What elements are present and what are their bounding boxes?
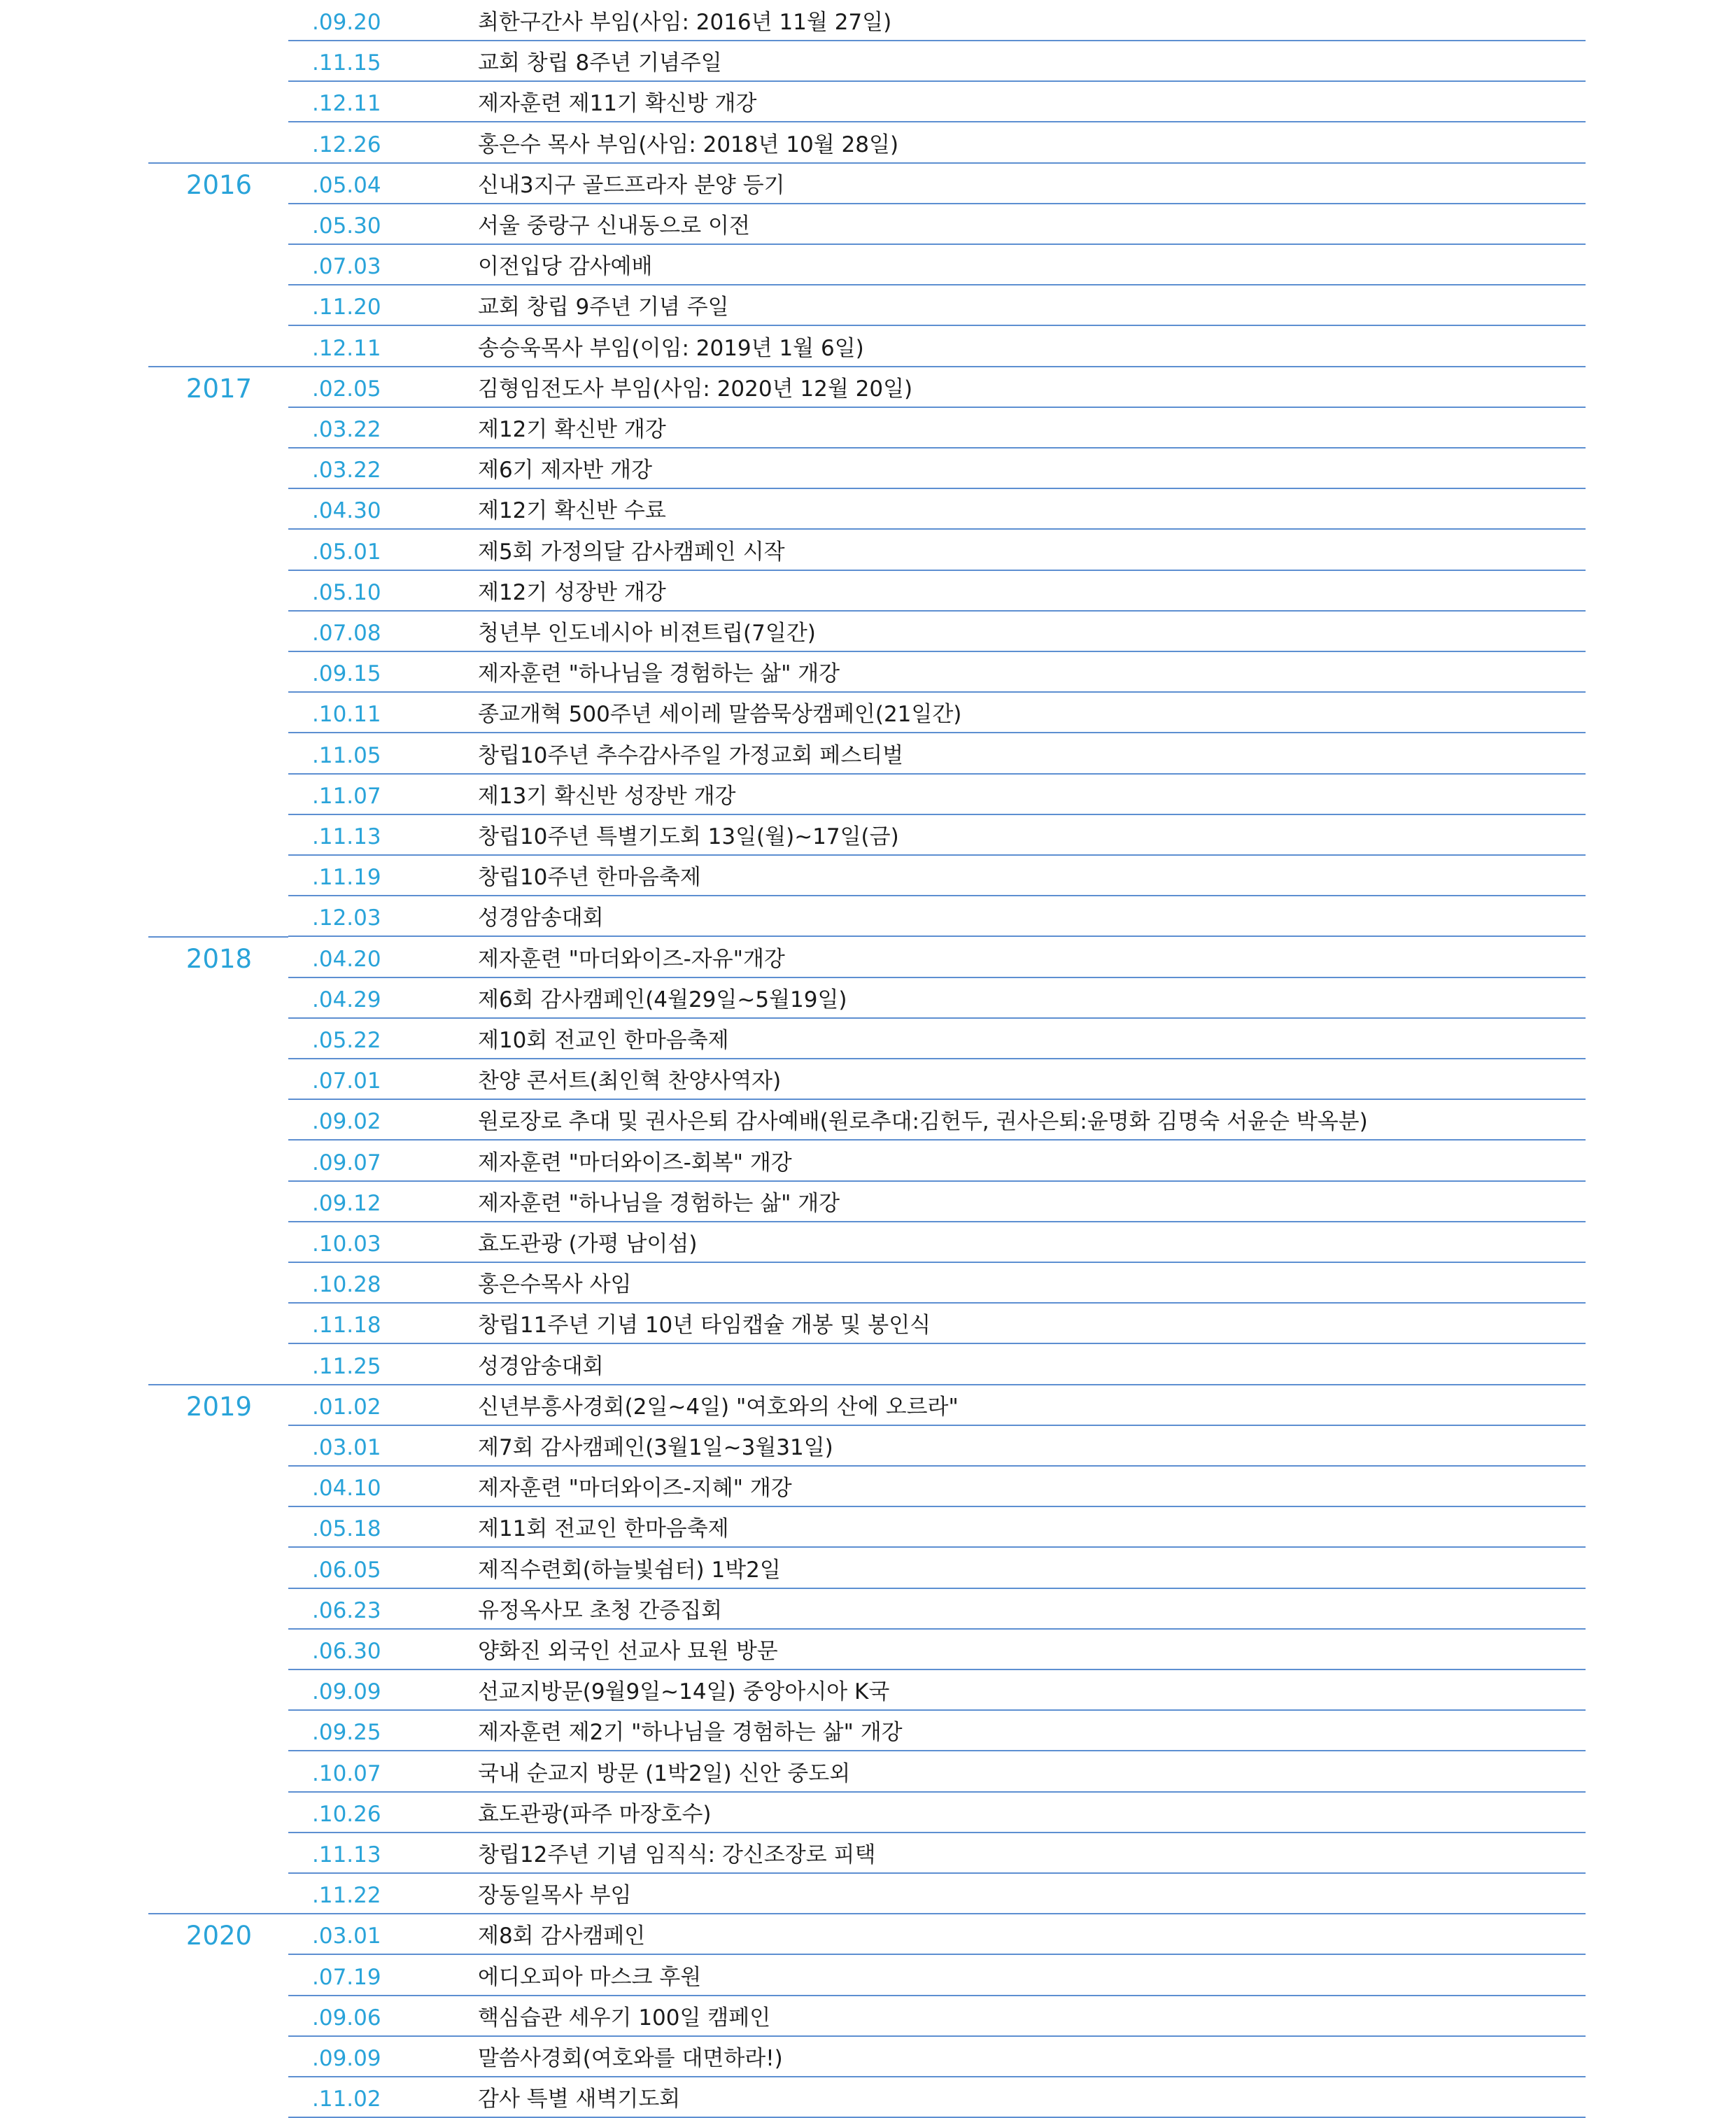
timeline-row [0, 1385, 1736, 1426]
timeline-row [0, 1793, 1736, 1833]
event-description: 창립10주년 한마음축제 [478, 865, 701, 890]
timeline-row [0, 978, 1736, 1019]
event-date: .11.15 [312, 50, 381, 76]
event-description: 효도관광 (가평 남이섬) [478, 1231, 698, 1257]
event-description: 서울 중랑구 신내동으로 이전 [478, 213, 750, 239]
event-date: .09.06 [312, 2005, 381, 2031]
event-description: 홍은수목사 사임 [478, 1272, 632, 1297]
timeline-row [0, 938, 1736, 978]
event-description: 찬양 콘서트(최인혁 찬양사역자) [478, 1068, 782, 1094]
event-description: 창립10주년 추수감사주일 가정교회 페스티벌 [478, 743, 904, 768]
event-description: 교회 창립 9주년 기념 주일 [478, 295, 729, 320]
event-date: .07.08 [312, 621, 381, 646]
event-date: .03.22 [312, 417, 381, 442]
row-divider [288, 325, 1586, 326]
event-description: 제자훈련 제2기 "하나님을 경험하는 삶" 개강 [478, 1720, 903, 1745]
event-date: .04.20 [312, 947, 381, 972]
event-description: 제6기 제자반 개강 [478, 458, 653, 483]
timeline-row [0, 408, 1736, 449]
event-date: .11.13 [312, 1842, 381, 1868]
event-description: 제11회 전교인 한마음축제 [478, 1516, 729, 1541]
event-date: .03.01 [312, 1923, 381, 1949]
timeline-row [0, 1100, 1736, 1141]
timeline-row [0, 775, 1736, 815]
timeline-row [0, 1222, 1736, 1263]
event-description: 성경암송대회 [478, 1354, 604, 1379]
event-description: 장동일목사 부임 [478, 1883, 632, 1908]
row-divider [288, 1750, 1586, 1751]
timeline-row [0, 1548, 1736, 1589]
event-description: 제12기 확신반 수료 [478, 498, 666, 523]
event-description: 성경암송대회 [478, 905, 604, 931]
event-date: .09.12 [312, 1191, 381, 1216]
event-description: 제자훈련 "하나님을 경험하는 삶" 개강 [478, 1191, 840, 1216]
event-date: .11.05 [312, 743, 381, 768]
event-date: .09.25 [312, 1720, 381, 1745]
event-date: .06.05 [312, 1558, 381, 1583]
event-date: .09.20 [312, 10, 381, 35]
timeline-row [0, 1833, 1736, 1874]
event-date: .02.05 [312, 376, 381, 402]
event-description: 제8회 감사캠페인 [478, 1923, 646, 1949]
year-divider [148, 366, 288, 367]
event-description: 말씀사경회(여호와를 대면하라!) [478, 2046, 783, 2071]
timeline-row [0, 652, 1736, 693]
event-description: 에디오피아 마스크 후원 [478, 1965, 702, 1990]
timeline-row [0, 571, 1736, 612]
timeline-row [0, 41, 1736, 82]
timeline-row [0, 1141, 1736, 1182]
event-description: 청년부 인도네시아 비젼트립(7일간) [478, 621, 816, 646]
timeline-row [0, 489, 1736, 530]
event-date: .05.30 [312, 213, 381, 239]
event-description: 제6회 감사캠페인(4월29일~5월19일) [478, 987, 847, 1012]
event-date: .12.11 [312, 91, 381, 116]
event-date: .11.22 [312, 1883, 381, 1908]
event-description: 양화진 외국인 선교사 묘원 방문 [478, 1639, 778, 1664]
timeline-row [0, 123, 1736, 164]
timeline-row [0, 612, 1736, 652]
event-description: 종교개혁 500주년 세이레 말씀묵상캠페인(21일간) [478, 702, 962, 727]
event-description: 유정옥사모 초청 간증집회 [478, 1598, 723, 1623]
timeline-row [0, 1996, 1736, 2037]
event-description: 제10회 전교인 한마음축제 [478, 1028, 729, 1053]
row-divider [288, 1343, 1586, 1344]
event-date: .11.19 [312, 865, 381, 890]
event-date: .05.18 [312, 1516, 381, 1541]
event-date: .07.19 [312, 1965, 381, 1990]
timeline-row [0, 896, 1736, 937]
year-label: 2016 [185, 170, 253, 200]
event-description: 신년부흥사경회(2일~4일) "여호와의 산에 오르라" [478, 1395, 959, 1420]
event-description: 제12기 성장반 개강 [478, 580, 666, 605]
timeline-row [0, 1630, 1736, 1670]
event-date: .03.22 [312, 458, 381, 483]
year-divider [148, 1384, 288, 1385]
event-date: .05.04 [312, 173, 381, 198]
event-description: 제12기 확신반 개강 [478, 417, 666, 442]
event-description: 제자훈련 "마더와이즈-회복" 개강 [478, 1150, 792, 1176]
event-description: 효도관광(파주 마장호수) [478, 1802, 712, 1827]
row-divider [288, 1954, 1586, 1955]
event-date: .07.03 [312, 254, 381, 279]
timeline-row [0, 815, 1736, 856]
event-date: .12.26 [312, 132, 381, 157]
timeline-row [0, 1019, 1736, 1059]
row-divider [288, 1546, 1586, 1548]
event-description: 최한구간사 부임(사임: 2016년 11월 27일) [478, 10, 892, 35]
event-date: .07.01 [312, 1068, 381, 1094]
event-date: .10.03 [312, 1231, 381, 1257]
year-divider [148, 936, 288, 938]
event-description: 핵심습관 세우기 100일 캠페인 [478, 2005, 771, 2031]
event-description: 선교지방문(9월9일~14일) 중앙아시아 K국 [478, 1679, 890, 1704]
year-divider [148, 162, 288, 164]
timeline-row [0, 1263, 1736, 1304]
row-divider [288, 936, 1586, 937]
event-description: 교회 창립 8주년 기념주일 [478, 50, 722, 76]
event-date: .11.13 [312, 824, 381, 849]
timeline-row [0, 693, 1736, 733]
timeline-row [0, 285, 1736, 326]
timeline-row [0, 1507, 1736, 1548]
event-date: .12.11 [312, 336, 381, 361]
event-description: 제직수련회(하늘빛쉼터) 1박2일 [478, 1558, 781, 1583]
timeline-row [0, 1956, 1736, 1996]
event-date: .04.29 [312, 987, 381, 1012]
event-description: 홍은수 목사 부임(사임: 2018년 10월 28일) [478, 132, 899, 157]
event-date: .11.07 [312, 784, 381, 809]
event-date: .04.10 [312, 1476, 381, 1501]
timeline-row [0, 1711, 1736, 1751]
event-description: 창립12주년 기념 임직식: 강신조장로 피택 [478, 1842, 876, 1868]
event-description: 송승욱목사 부임(이임: 2019년 1월 6일) [478, 336, 864, 361]
event-description: 제자훈련 "하나님을 경험하는 삶" 개강 [478, 661, 840, 686]
row-divider [288, 1139, 1586, 1141]
row-divider [288, 528, 1586, 530]
event-date: .05.10 [312, 580, 381, 605]
year-divider [148, 1913, 288, 1914]
event-description: 신내3지구 골드프라자 분양 등기 [478, 173, 785, 198]
event-date: .10.07 [312, 1761, 381, 1786]
timeline-row [0, 856, 1736, 896]
timeline-row [0, 449, 1736, 489]
event-date: .10.11 [312, 702, 381, 727]
event-date: .11.25 [312, 1354, 381, 1379]
timeline-row [0, 204, 1736, 245]
event-description: 감사 특별 새벽기도회 [478, 2087, 681, 2112]
timeline-row [0, 1059, 1736, 1100]
timeline-row [0, 1752, 1736, 1793]
timeline-row [0, 367, 1736, 408]
row-divider [288, 732, 1586, 733]
timeline-row [0, 530, 1736, 571]
event-date: .09.09 [312, 1679, 381, 1704]
event-date: .09.09 [312, 2046, 381, 2071]
event-description: 창립10주년 특별기도회 13일(월)~17일(금) [478, 824, 899, 849]
event-date: .09.07 [312, 1150, 381, 1176]
timeline-row [0, 1467, 1736, 1507]
timeline-row [0, 1589, 1736, 1630]
timeline-row [0, 245, 1736, 285]
event-description: 제13기 확신반 성장반 개강 [478, 784, 736, 809]
event-date: .10.28 [312, 1272, 381, 1297]
timeline-row [0, 2077, 1736, 2118]
row-divider [288, 121, 1586, 122]
event-date: .05.01 [312, 539, 381, 565]
event-description: 창립11주년 기념 10년 타임캡슐 개봉 및 봉인식 [478, 1313, 931, 1338]
event-date: .09.02 [312, 1109, 381, 1134]
timeline-row [0, 1914, 1736, 1955]
timeline-row [0, 1426, 1736, 1467]
year-label: 2019 [185, 1392, 253, 1422]
event-description: 제7회 감사캠페인(3월1일~3월31일) [478, 1435, 833, 1460]
event-date: .06.30 [312, 1639, 381, 1664]
timeline-row [0, 1874, 1736, 1914]
event-description: 이전입당 감사예배 [478, 254, 653, 279]
timeline-row [0, 734, 1736, 775]
event-date: .12.03 [312, 905, 381, 931]
year-label: 2020 [185, 1921, 253, 1951]
event-date: .11.18 [312, 1313, 381, 1338]
timeline-row [0, 1182, 1736, 1222]
event-description: 원로장로 추대 및 권사은퇴 감사예배(원로추대:김헌두, 권사은퇴:윤명화 김명숙 서윤순 박옥분) [478, 1109, 1368, 1134]
timeline-row [0, 164, 1736, 204]
year-label: 2017 [185, 374, 253, 404]
event-date: .03.01 [312, 1435, 381, 1460]
timeline-row [0, 1, 1736, 41]
timeline-row [0, 1670, 1736, 1711]
event-description: 제자훈련 "마더와이즈-자유"개강 [478, 947, 785, 972]
event-date: .01.02 [312, 1395, 381, 1420]
event-description: 김형임전도사 부임(사임: 2020년 12월 20일) [478, 376, 913, 402]
event-description: 제자훈련 "마더와이즈-지혜" 개강 [478, 1476, 792, 1501]
event-date: .06.23 [312, 1598, 381, 1623]
timeline-row [0, 82, 1736, 122]
event-date: .11.20 [312, 295, 381, 320]
timeline-row [0, 1304, 1736, 1344]
event-description: 제5회 가정의달 감사캠페인 시작 [478, 539, 785, 565]
event-description: 국내 순교지 방문 (1박2일) 신안 중도외 [478, 1761, 851, 1786]
event-date: .10.26 [312, 1802, 381, 1827]
timeline-row [0, 327, 1736, 367]
timeline-row [0, 2037, 1736, 2077]
event-date: .11.02 [312, 2087, 381, 2112]
timeline-row [0, 1345, 1736, 1385]
event-date: .04.30 [312, 498, 381, 523]
event-date: .09.15 [312, 661, 381, 686]
year-label: 2018 [185, 944, 253, 974]
event-date: .05.22 [312, 1028, 381, 1053]
event-description: 제자훈련 제11기 확신방 개강 [478, 91, 757, 116]
